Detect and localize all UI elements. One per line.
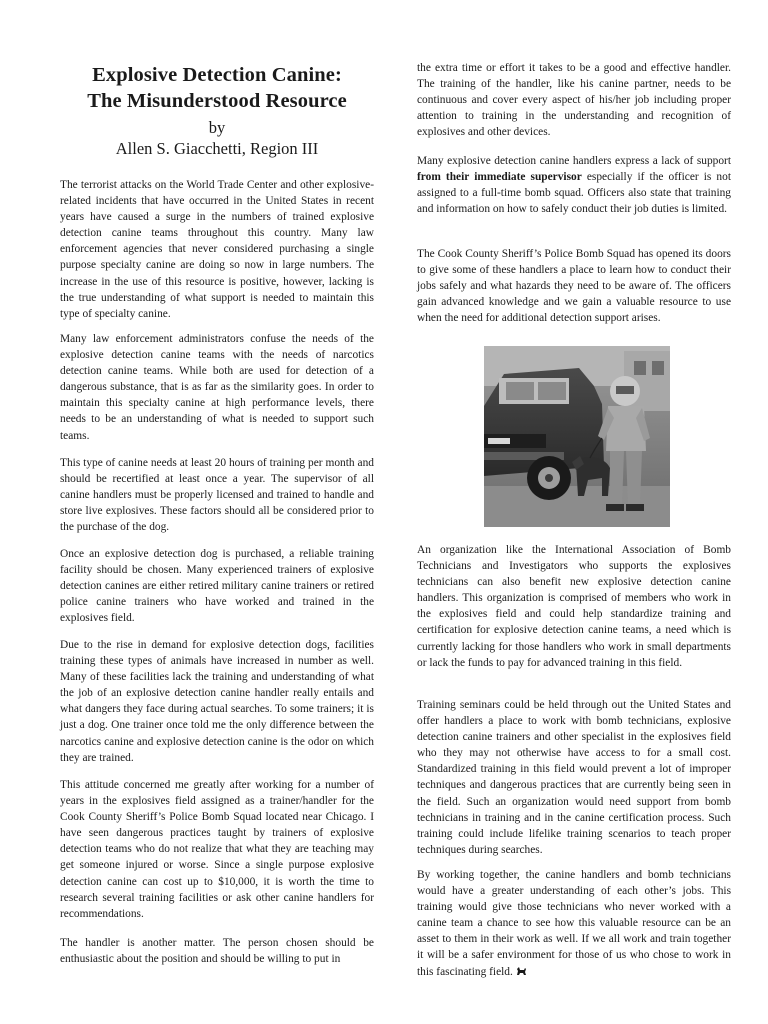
bomb-squad-photo	[484, 346, 670, 527]
closing-text: By working together, the canine handlers and bomb technicians would have a greater understanding of each other’s jobs. This training would give those technicians who never worked with a canine team a chance to see how this valuable resource can be an asset to them in their work as well. If we all work and train together it will be a safer environment for those of us who chose to work in this fascinating field.	[417, 869, 731, 978]
right-paragraph-6	[417, 867, 731, 980]
byline-author: Allen S. Giacchetti, Region III	[115, 139, 319, 158]
right-paragraph-3	[417, 246, 731, 326]
body-text: Training seminars could be held through out the United States and offer handlers a place to work with bomb technicians, explosive detection canine trainers and other specialist in the explosives field who they may not otherwise have access to for a small cost. Standardized training in this field would prevent a lot of improper techniques and dangerous practices that are currently being seen in the field. Such an organization would need support from bomb technicians in training and in the canine certification process. Such training could include lifelike training scenarios to teach proper techniques during searches.	[417, 699, 731, 856]
byline-by: by	[208, 118, 226, 137]
left-paragraph-2	[60, 331, 374, 444]
left-paragraph-3	[60, 455, 374, 535]
body-text: The terrorist attacks on the World Trade Center and other explosive-related incidents that have occurred in the United States in recent years have caused a surge in the numbers of trained explosive detection canine teams throughout this country. Many law enforcement agencies that never considered purchasing a single purpose specialty canine are doing so now in large numbers. The increase in the use of this resource is positive, however, lacking is the true understanding of what support is needed to maintain this type of specialty canine.	[60, 179, 374, 320]
dog-end-mark-icon	[516, 965, 527, 975]
body-text: The Cook County Sheriff’s Police Bomb Squad has opened its doors to give some of these handlers a place to learn how to conduct their jobs safely and what hazards they need to be aware of. The officers gain advanced knowledge and we gain a valuable resource to use when the need for additional detection support arises.	[417, 248, 731, 325]
right-paragraph-2	[417, 153, 731, 217]
left-paragraph-4	[60, 546, 374, 626]
body-text	[417, 153, 731, 217]
body-text: This attitude concerned me greatly after working for a number of years in the explosives field assigned as a trainer/handler for the Cook County Sheriff’s Police Bomb Squad located near Chicago. I have seen dangerous practices taught by trainers of explosive detection teams who do not realize that what they are teaching may get someone injured or worse. Since a single purpose explosive detection canine can cost up to $10,000, it is worth the time to research several training facilities or ask other canine handlers for recommendations.	[60, 779, 374, 920]
article-title-line2: The Misunderstood Resource	[87, 90, 347, 112]
right-paragraph-1	[417, 60, 731, 140]
body-text: Many law enforcement administrators confuse the needs of the explosive detection canine teams with the needs of narcotics detection canine teams. While both are used for detection of a dangerous substance, that is as far as the similarity goes. In order to maintain this specialty canine at high performance levels, there needs to be an understanding of what is needed to support such teams.	[60, 333, 374, 442]
left-paragraph-5	[60, 637, 374, 766]
body-text: This type of canine needs at least 20 hours of training per month and should be recertified at least once a year. The supervisor of all canine handlers must be properly licensed and trained to handle and store live explosives. These factors should all be considered prior to the purchase of the dog.	[60, 457, 374, 534]
article-header	[60, 62, 374, 159]
body-text: The handler is another matter. The person chosen should be enthusiastic about the position and should be willing to put in	[60, 937, 374, 966]
body-text-start: Many explosive detection canine handlers express a lack of support	[417, 155, 731, 167]
body-text: Once an explosive detection dog is purchased, a reliable training facility should be chosen. Many experienced trainers of explosive detection canines are either retired military canine trainers or retired police canine trainers who have worked and trained in the explosives field.	[60, 548, 374, 625]
body-text	[417, 867, 731, 980]
left-paragraph-7	[60, 935, 374, 967]
body-text-end: especially if the officer is not assigned to a full-time bomb squad. Officers also state that training and information on how to safely conduct their job duties is limited.	[417, 171, 731, 216]
body-text: An organization like the International Association of Bomb Technicians and Investigators who supports the explosives technicians can also benefit new explosive detection canine handlers. This organization is comprised of members who work in the explosives field and could help standardize training and certification for explosive detection canine teams, a need which is currently lacking for those handlers who work in small departments or lack the funds to pay for advanced training in this field.	[417, 544, 731, 669]
emphasis-text: from their immediate supervisor	[417, 171, 582, 184]
left-paragraph-6	[60, 777, 374, 922]
right-paragraph-4	[417, 542, 731, 671]
article-title-line1: Explosive Detection Canine:	[92, 64, 342, 86]
body-text: Due to the rise in demand for explosive detection dogs, facilities training these types of animals have increased in number as well. Many of these facilities lack the training and understanding of what the job of an explosive detection canine handler really entails and what dangers they face during actual searches. To some trainers; it is just a dog. One trainer once told me the only difference between the narcotics canine and explosive detection canine is the odor on which they are trained.	[60, 639, 374, 764]
left-paragraph-1	[60, 177, 374, 322]
body-text: the extra time or effort it takes to be a good and effective handler. The training of the handler, like his canine partner, needs to be continuous and cover every aspect of his/her job including proper attention to training in the understanding and recognition of explosives and other devices.	[417, 62, 731, 139]
right-paragraph-5	[417, 697, 731, 858]
